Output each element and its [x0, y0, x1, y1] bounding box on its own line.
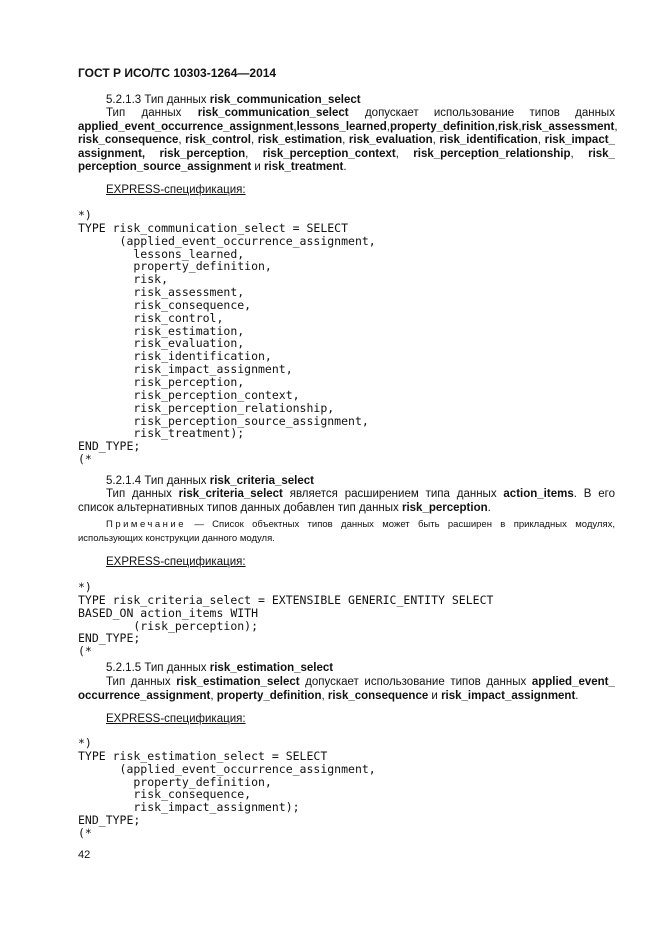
section-5-2-1-5-body: Тип данных risk_estimation_select допускает использование типов данных applied_event_ occurrence_assignment, property_definition, risk_consequence и risk_impact_assignment. — [78, 676, 615, 702]
type-name: property_definition — [216, 689, 322, 702]
type-name: risk — [497, 120, 519, 133]
code-block-risk-communication: *) TYPE risk_communication_select = SELECT (applied_event_occurrence_assignment, lessons_learned, property_definition, risk, risk_assessment, risk_consequence, risk_control, risk_estimation, risk_evaluation, risk_identification, risk_impact_assignment, risk_perception, risk_perception_context, risk_perception_relationship, risk_perception_source_assignment, risk_treatment); END_TYPE; (* — [78, 208, 376, 467]
text: Тип — [106, 107, 126, 119]
type-name: risk_identification — [439, 134, 538, 146]
text: . В его список альтернативных типов данных добавлен тип данных — [78, 488, 615, 514]
heading-prefix: 5.2.1.3 Тип данных — [106, 94, 210, 106]
type-name: risk_estimation — [257, 134, 343, 146]
heading-prefix: 5.2.1.4 Тип данных — [106, 475, 210, 487]
type-name: risk_perception — [401, 501, 488, 514]
code-block-risk-estimation: *) TYPE risk_estimation_select = SELECT (applied_event_occurrence_assignment, property_definition, risk_consequence, risk_impact_assignment); END_TYPE; (* — [78, 736, 376, 840]
type-name: risk_perception_relationship — [413, 147, 571, 160]
type-name: risk_perception_context — [262, 147, 396, 160]
code-block-risk-criteria: *) TYPE risk_criteria_select = EXTENSIBLE GENERIC_ENTITY SELECT BASED_ON action_items WITH (risk_perception); END_TYPE; (* — [78, 580, 494, 659]
express-spec-label: EXPRESS-спецификация: — [106, 184, 246, 196]
heading-prefix: 5.2.1.5 Тип данных — [106, 662, 210, 674]
section-5-2-1-3-body: Тип данных risk_communication_select допускает использование типов данных applied_event_occurrence_assignment, lessons_learned, property_definition, risk, risk_assessment, risk_consequence, risk_control, risk_estimation, risk_evaluation, risk_identification, risk_impact_ assignment, risk_perception, risk_perception_context, risk_perception_relationship, risk_ perception_source_assignment и risk_treatment. — [78, 107, 618, 173]
heading-type-name: risk_estimation_select — [209, 662, 334, 674]
section-heading-5-2-1-4 — [106, 475, 314, 487]
text: Тип данных — [106, 488, 179, 500]
type-name: risk_communication_select — [197, 107, 349, 119]
section-heading-5-2-1-5 — [106, 662, 333, 674]
text: является расширением типа данных — [282, 488, 504, 500]
type-name: risk_impact_assignment — [441, 689, 576, 702]
type-name: risk_assessment — [521, 120, 615, 133]
type-name: risk_control — [185, 134, 251, 146]
type-name: risk_evaluation — [348, 134, 433, 146]
page-number: 42 — [78, 849, 91, 861]
document-header: ГОСТ Р ИСО/ТС 10303-1264—2014 — [78, 66, 277, 80]
text: и — [254, 161, 261, 173]
section-heading-5-2-1-3 — [106, 94, 361, 106]
type-name: risk_perception — [159, 147, 246, 160]
type-name: action_items — [503, 488, 574, 500]
express-spec-label: EXPRESS-спецификация: — [106, 713, 246, 725]
heading-type-name: risk_criteria_select — [209, 475, 314, 487]
type-name: risk_consequence — [78, 134, 179, 146]
note-text: — Список объектных типов данных может быть расширен в прикладных модулях, использующих конструкции данного модуля. — [78, 519, 615, 544]
type-name: property_definition — [389, 120, 495, 133]
text: данных — [141, 107, 182, 119]
type-name: risk_criteria_select — [178, 488, 283, 500]
note-label: Примечание — [106, 519, 186, 530]
heading-type-name: risk_communication_select — [209, 94, 361, 106]
type-name: applied_event_occurrence_assignment — [78, 120, 294, 133]
section-5-2-1-4-body — [78, 488, 615, 515]
text: . — [487, 501, 491, 514]
note — [78, 518, 615, 546]
type-name: risk_treatment — [264, 161, 344, 173]
type-name: risk_estimation_select — [176, 676, 300, 688]
express-spec-label: EXPRESS-спецификация: — [106, 556, 246, 568]
type-name: risk_consequence — [327, 689, 429, 702]
type-name: lessons_learned — [296, 120, 387, 133]
text: допускает использование типов данных — [364, 107, 615, 119]
